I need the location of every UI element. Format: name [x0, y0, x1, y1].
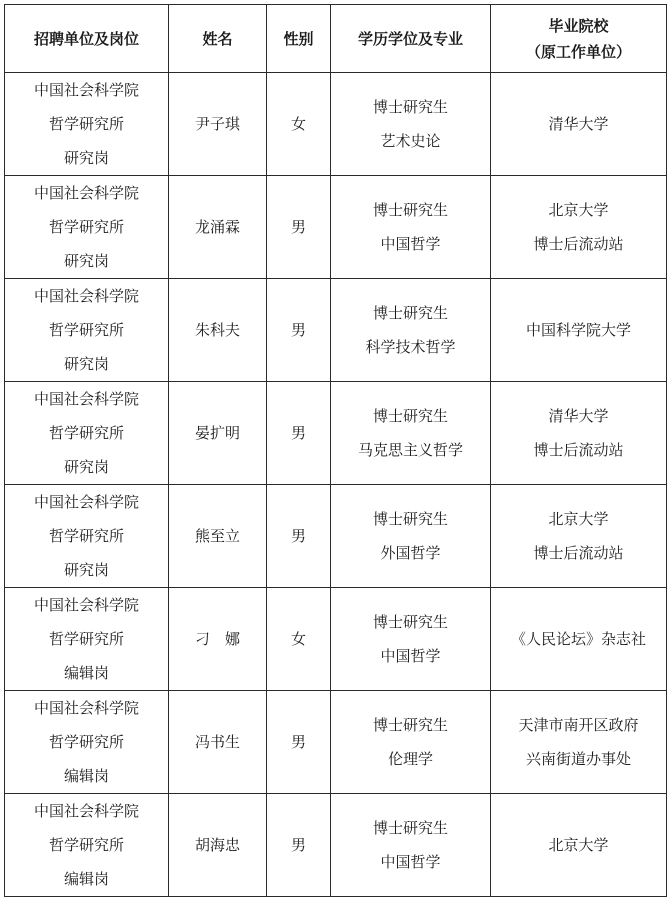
cell-school: [491, 176, 667, 279]
cell-name: 朱科夫: [169, 279, 267, 382]
education-line: 博士研究生: [372, 819, 448, 837]
school-line: 清华大学: [548, 115, 609, 133]
cell-unit: [5, 691, 169, 794]
unit-line: 哲学研究所: [48, 115, 124, 133]
unit-line: 研究岗: [63, 149, 109, 167]
unit-line: 哲学研究所: [48, 836, 124, 854]
cell-unit: [5, 794, 169, 897]
school-line: 中国科学院大学: [525, 321, 631, 339]
cell-education: [331, 279, 491, 382]
cell-education: [331, 794, 491, 897]
cell-school: [491, 588, 667, 691]
header-school-line2: （原工作单位）: [525, 42, 631, 61]
school-line: 博士后流动站: [533, 441, 624, 459]
unit-line: 哲学研究所: [48, 527, 124, 545]
unit-line: 哲学研究所: [48, 424, 124, 442]
cell-education: [331, 382, 491, 485]
header-unit: 招聘单位及岗位: [5, 5, 169, 73]
unit-line: 哲学研究所: [48, 733, 124, 751]
header-row: [5, 5, 667, 73]
unit-line: 研究岗: [63, 252, 109, 270]
school-line: 天津市南开区政府: [518, 716, 639, 734]
education-line: 伦理学: [387, 750, 433, 768]
education-line: 博士研究生: [372, 98, 448, 116]
cell-school: [491, 691, 667, 794]
school-line: 清华大学: [548, 407, 609, 425]
education-line: 中国哲学: [380, 647, 441, 665]
table-row: [5, 176, 667, 279]
cell-gender: 女: [267, 73, 331, 176]
unit-line: 中国社会科学院: [33, 596, 139, 614]
school-line: 兴南街道办事处: [525, 750, 631, 768]
cell-name: 刁 娜: [169, 588, 267, 691]
cell-name: 冯书生: [169, 691, 267, 794]
cell-school: [491, 794, 667, 897]
education-line: 马克思主义哲学: [357, 441, 463, 459]
unit-line: 研究岗: [63, 458, 109, 476]
recruitment-table: [4, 4, 667, 897]
cell-unit: [5, 588, 169, 691]
education-line: 博士研究生: [372, 613, 448, 631]
unit-line: 研究岗: [63, 355, 109, 373]
cell-name: 熊至立: [169, 485, 267, 588]
cell-name: 晏扩明: [169, 382, 267, 485]
education-line: 中国哲学: [380, 853, 441, 871]
unit-line: 中国社会科学院: [33, 493, 139, 511]
table-row: [5, 588, 667, 691]
school-line: 《人民论坛》杂志社: [510, 630, 646, 648]
cell-education: [331, 691, 491, 794]
cell-name: 龙涌霖: [169, 176, 267, 279]
cell-education: [331, 73, 491, 176]
education-line: 博士研究生: [372, 716, 448, 734]
cell-unit: [5, 279, 169, 382]
cell-school: [491, 485, 667, 588]
cell-education: [331, 588, 491, 691]
table-body: [5, 73, 667, 897]
school-line: 北京大学: [548, 201, 609, 219]
cell-unit: [5, 73, 169, 176]
cell-school: [491, 73, 667, 176]
table-row: [5, 485, 667, 588]
unit-line: 中国社会科学院: [33, 184, 139, 202]
unit-line: 编辑岗: [63, 870, 109, 888]
table-row: [5, 279, 667, 382]
table-row: [5, 382, 667, 485]
cell-unit: [5, 382, 169, 485]
table-row: [5, 73, 667, 176]
cell-school: [491, 279, 667, 382]
unit-line: 哲学研究所: [48, 630, 124, 648]
cell-gender: 男: [267, 176, 331, 279]
education-line: 博士研究生: [372, 201, 448, 219]
header-education: 学历学位及专业: [331, 5, 491, 73]
unit-line: 中国社会科学院: [33, 390, 139, 408]
cell-gender: 男: [267, 382, 331, 485]
education-line: 艺术史论: [380, 132, 441, 150]
unit-line: 中国社会科学院: [33, 81, 139, 99]
school-line: 北京大学: [548, 510, 609, 528]
education-line: 中国哲学: [380, 235, 441, 253]
school-line: 北京大学: [548, 836, 609, 854]
education-line: 外国哲学: [380, 544, 441, 562]
header-school: [491, 5, 667, 73]
cell-unit: [5, 176, 169, 279]
header-gender: 性别: [267, 5, 331, 73]
cell-education: [331, 485, 491, 588]
unit-line: 哲学研究所: [48, 321, 124, 339]
header-school-line1: 毕业院校: [548, 16, 609, 35]
unit-line: 中国社会科学院: [33, 287, 139, 305]
unit-line: 编辑岗: [63, 664, 109, 682]
cell-gender: 男: [267, 691, 331, 794]
cell-gender: 男: [267, 279, 331, 382]
unit-line: 哲学研究所: [48, 218, 124, 236]
cell-name: 尹子琪: [169, 73, 267, 176]
cell-gender: 女: [267, 588, 331, 691]
header-name: 姓名: [169, 5, 267, 73]
unit-line: 编辑岗: [63, 767, 109, 785]
school-line: 博士后流动站: [533, 235, 624, 253]
school-line: 博士后流动站: [533, 544, 624, 562]
education-line: 博士研究生: [372, 304, 448, 322]
education-line: 博士研究生: [372, 407, 448, 425]
cell-education: [331, 176, 491, 279]
education-line: 科学技术哲学: [365, 338, 456, 356]
unit-line: 研究岗: [63, 561, 109, 579]
cell-unit: [5, 485, 169, 588]
cell-name: 胡海忠: [169, 794, 267, 897]
unit-line: 中国社会科学院: [33, 699, 139, 717]
unit-line: 中国社会科学院: [33, 802, 139, 820]
cell-gender: 男: [267, 485, 331, 588]
table-row: [5, 794, 667, 897]
cell-school: [491, 382, 667, 485]
table-row: [5, 691, 667, 794]
cell-gender: 男: [267, 794, 331, 897]
education-line: 博士研究生: [372, 510, 448, 528]
